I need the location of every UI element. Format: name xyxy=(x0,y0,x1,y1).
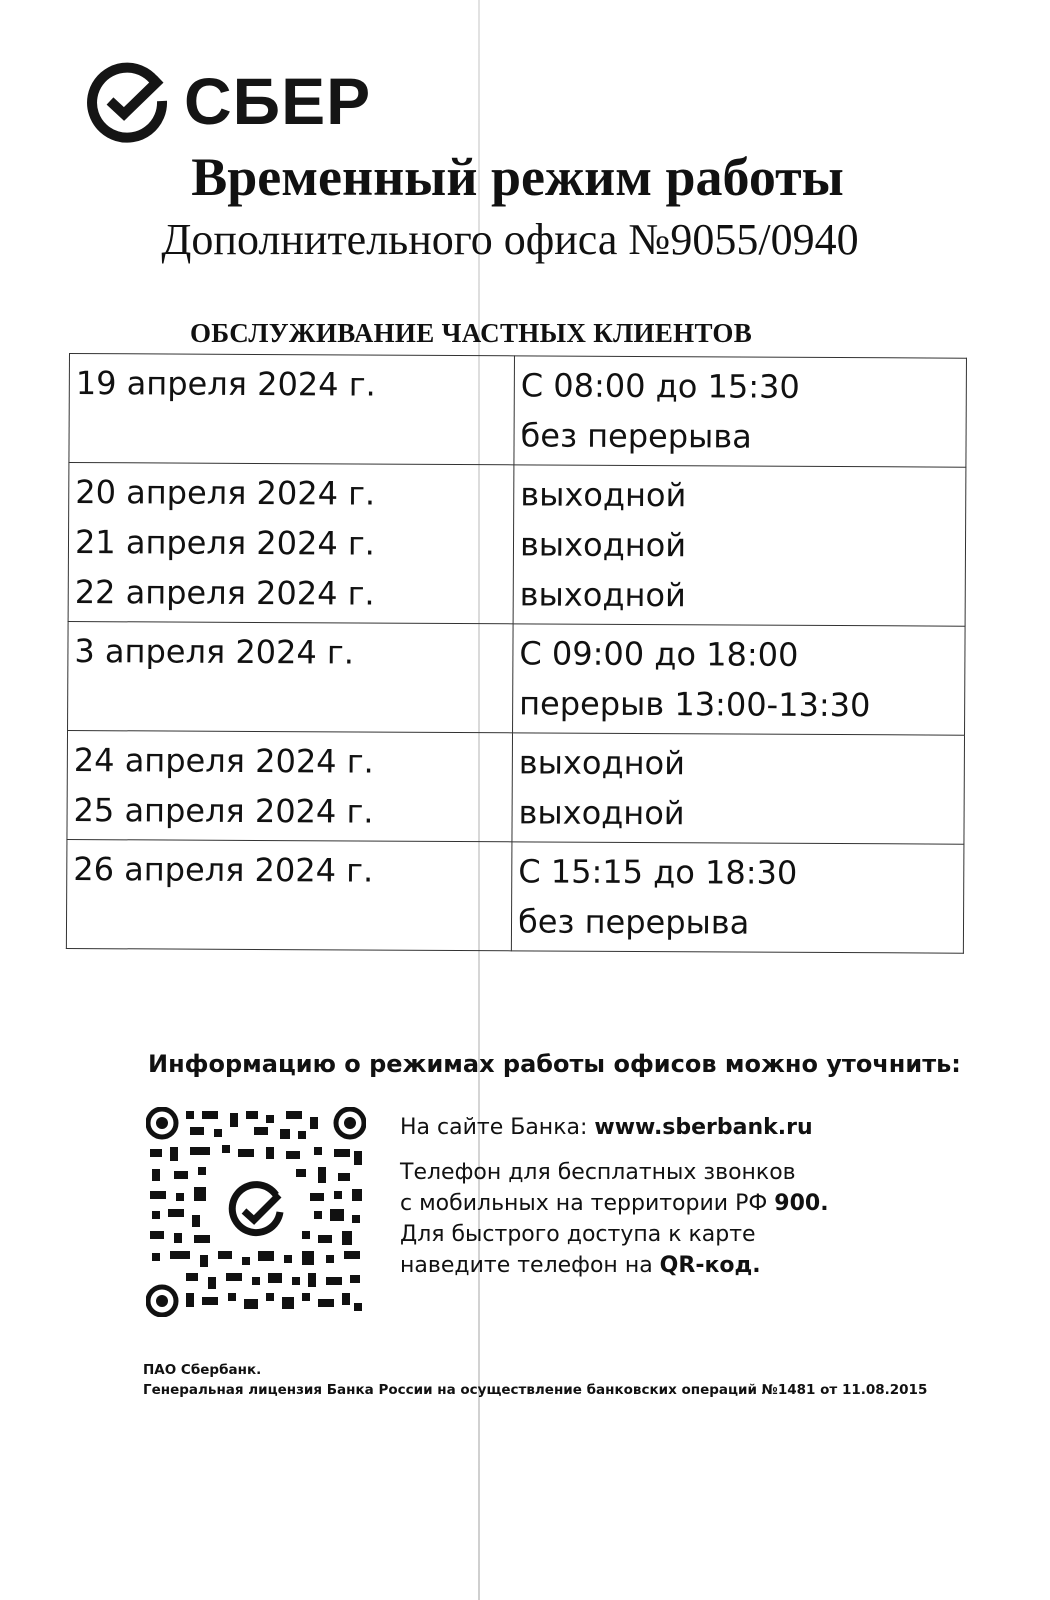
table-row xyxy=(69,354,967,468)
date-cell xyxy=(66,839,512,950)
table-row xyxy=(67,730,965,844)
footer xyxy=(143,1360,927,1400)
hours-cell xyxy=(512,733,965,844)
footer-company: ПАО Сбербанк. xyxy=(143,1362,262,1378)
date-cell xyxy=(67,730,513,841)
date-text: 24 апреля 2024 г. xyxy=(73,741,374,781)
info-title: Информацию о режимах работы офисов можно уточнить: xyxy=(148,1050,961,1078)
date-text: 20 апреля 2024 г. xyxy=(75,473,376,513)
hours-text: без перерыва xyxy=(517,902,750,942)
qr-code[interactable] xyxy=(146,1107,366,1317)
hours-cell xyxy=(514,356,967,467)
hours-text: выходной xyxy=(519,525,687,565)
qr-line-2 xyxy=(400,1250,829,1281)
date-cell xyxy=(68,621,514,732)
hours-text: выходной xyxy=(518,743,686,783)
site-link[interactable]: www.sberbank.ru xyxy=(594,1115,813,1140)
date-text: 26 апреля 2024 г. xyxy=(73,850,374,890)
section-title: ОБСЛУЖИВАНИЕ ЧАСТНЫХ КЛИЕНТОВ xyxy=(190,318,753,348)
hours-cell xyxy=(513,465,966,626)
qr-prefix: наведите телефон на xyxy=(400,1253,660,1278)
site-line xyxy=(400,1112,829,1143)
page-title: Временный режим работы xyxy=(191,147,844,207)
date-cell xyxy=(68,463,514,624)
date-text: 19 апреля 2024 г. xyxy=(75,364,376,404)
hours-text: С 09:00 до 18:00 xyxy=(519,634,799,674)
schedule-table xyxy=(66,353,967,954)
qr-word: QR-код. xyxy=(659,1253,761,1278)
hours-text: выходной xyxy=(519,575,686,615)
phone-line-1: Телефон для бесплатных звонков xyxy=(400,1160,796,1185)
phone-line-2 xyxy=(400,1188,829,1219)
hours-text: С 15:15 до 18:30 xyxy=(518,852,798,892)
footer-license: Генеральная лицензия Банка России на осуществление банковских операций №1481 от 11.08.2015 xyxy=(143,1382,928,1398)
table-row xyxy=(68,621,966,735)
date-text: 3 апреля 2024 г. xyxy=(74,632,355,672)
hours-text: выходной xyxy=(520,475,687,515)
hours-text: выходной xyxy=(518,793,685,833)
info-block xyxy=(400,1112,829,1281)
date-text: 22 апреля 2024 г. xyxy=(74,573,375,613)
table-row xyxy=(66,839,964,953)
phone-number[interactable]: 900. xyxy=(774,1191,829,1216)
date-text: 21 апреля 2024 г. xyxy=(74,523,375,563)
date-cell xyxy=(69,354,515,465)
sber-check-icon xyxy=(86,59,170,143)
sber-logo xyxy=(86,56,371,146)
hours-cell xyxy=(511,842,964,953)
hours-cell xyxy=(513,624,966,735)
hours-text: без перерыва xyxy=(520,416,752,456)
qr-line-1: Для быстрого доступа к карте xyxy=(400,1222,756,1247)
page-subtitle: Дополнительного офиса №9055/0940 xyxy=(161,215,859,264)
hours-text: перерыв 13:00-13:30 xyxy=(519,684,871,725)
logo-text: СБЕР xyxy=(184,64,372,138)
table-row xyxy=(68,463,966,627)
site-label: На сайте Банка: xyxy=(400,1115,595,1140)
hours-text: С 08:00 до 15:30 xyxy=(520,366,800,406)
date-text: 25 апреля 2024 г. xyxy=(73,791,374,831)
phone-prefix: с мобильных на территории РФ xyxy=(400,1191,775,1216)
